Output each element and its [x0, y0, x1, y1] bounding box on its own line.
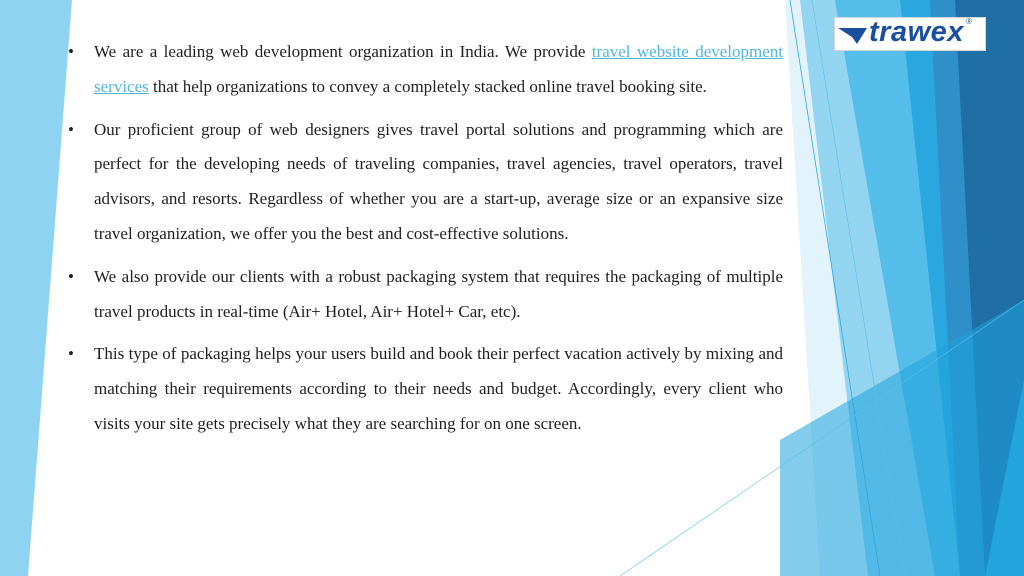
bullet-text: We also provide our clients with a robust packaging system that requires the packaging of multiple travel products in real-time (Air+ Hotel, Air+ Hotel+ Car, etc).	[94, 266, 783, 321]
bullet-item	[66, 35, 783, 105]
bullet-item	[66, 337, 783, 441]
bullet-dot: •	[68, 344, 74, 364]
bullet-text-after: that help organizations to convey a completely stacked online travel booking site.	[148, 76, 707, 96]
logo-arrow-shape	[838, 28, 867, 44]
trawex-logo	[834, 17, 986, 51]
bullet-dot: •	[68, 119, 74, 139]
bullet-text: This type of packaging helps your users build and book their perfect vacation actively by mixing and matching their requirements according to their needs and budget. Accordingly, every client who visits your site gets precisely what they are searching for on one screen.	[94, 344, 783, 433]
bullet-list	[66, 35, 783, 450]
travel-website-development-link[interactable]: travel website development services	[94, 42, 784, 96]
left-light-stripe	[0, 0, 72, 576]
logo-registered-mark: ®	[966, 17, 972, 26]
bullet-text-before: We are a leading web development organization in India. We provide	[94, 42, 592, 61]
bullet-item	[66, 113, 783, 252]
bullet-dot: •	[68, 42, 74, 61]
bullet-text: Our proficient group of web designers gives travel portal solutions and programming which are perfect for the developing needs of traveling companies, travel agencies, travel operators, travel advisors, and resorts. Regardless of whether you are a start-up, average size or an expansive size travel organization, we offer you the best and cost-effective solutions.	[94, 119, 783, 243]
bullet-dot: •	[68, 266, 74, 286]
logo-text: trawex	[869, 16, 964, 48]
bullet-item	[66, 260, 783, 330]
